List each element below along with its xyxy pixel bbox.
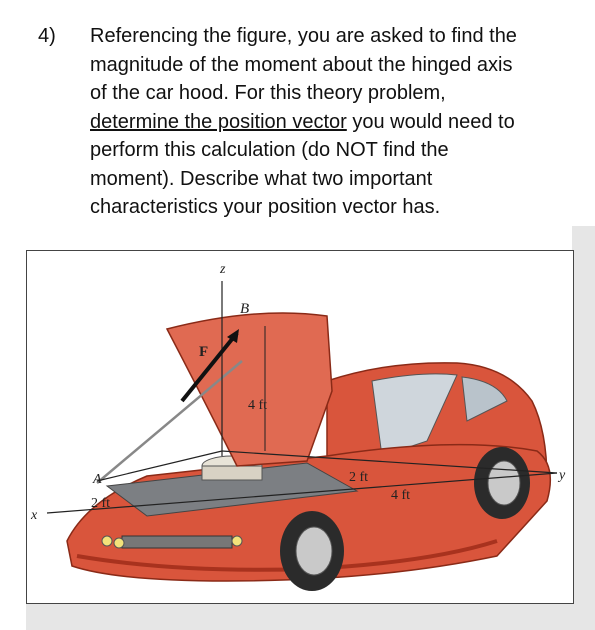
question-line: moment). Describe what two important xyxy=(90,167,433,190)
rear-hubcap xyxy=(488,461,520,505)
mid-dim-label: 2 ft xyxy=(349,470,369,485)
headlight xyxy=(102,536,112,546)
height-dim-label: 4 ft xyxy=(248,398,268,413)
page-shadow-bottom xyxy=(26,604,595,630)
question-line-rest: you would need to xyxy=(346,110,515,133)
point-a-label: A xyxy=(93,472,102,487)
car-hood-figure xyxy=(26,250,574,604)
y-axis-label: y xyxy=(559,468,566,483)
z-axis-label: z xyxy=(220,262,226,277)
x-axis-label: x xyxy=(31,508,38,523)
headlight xyxy=(114,538,124,548)
underlined-phrase: determine the position vector xyxy=(90,110,347,133)
car-illustration xyxy=(27,251,573,603)
question-line xyxy=(90,108,570,137)
headlight xyxy=(232,536,242,546)
air-cleaner-base xyxy=(202,466,262,480)
question-line: of the car hood. For this theory problem, xyxy=(90,82,446,104)
grille xyxy=(122,536,232,548)
rear-dim-label: 4 ft xyxy=(391,488,411,503)
force-label: F xyxy=(199,344,209,360)
front-hubcap xyxy=(296,527,332,575)
question-text xyxy=(90,22,570,222)
question-line: characteristics your position vector has. xyxy=(90,196,441,218)
front-dim-label: 2 ft xyxy=(91,496,111,511)
question-line: Referencing the figure, you are asked to find the xyxy=(90,25,517,47)
question-line: perform this calculation (do NOT find the xyxy=(90,139,449,161)
point-b-label: B xyxy=(240,301,250,317)
page-shadow-right xyxy=(572,226,595,630)
question-number: 4) xyxy=(38,25,56,47)
question-line: magnitude of the moment about the hinged axis xyxy=(90,53,513,76)
